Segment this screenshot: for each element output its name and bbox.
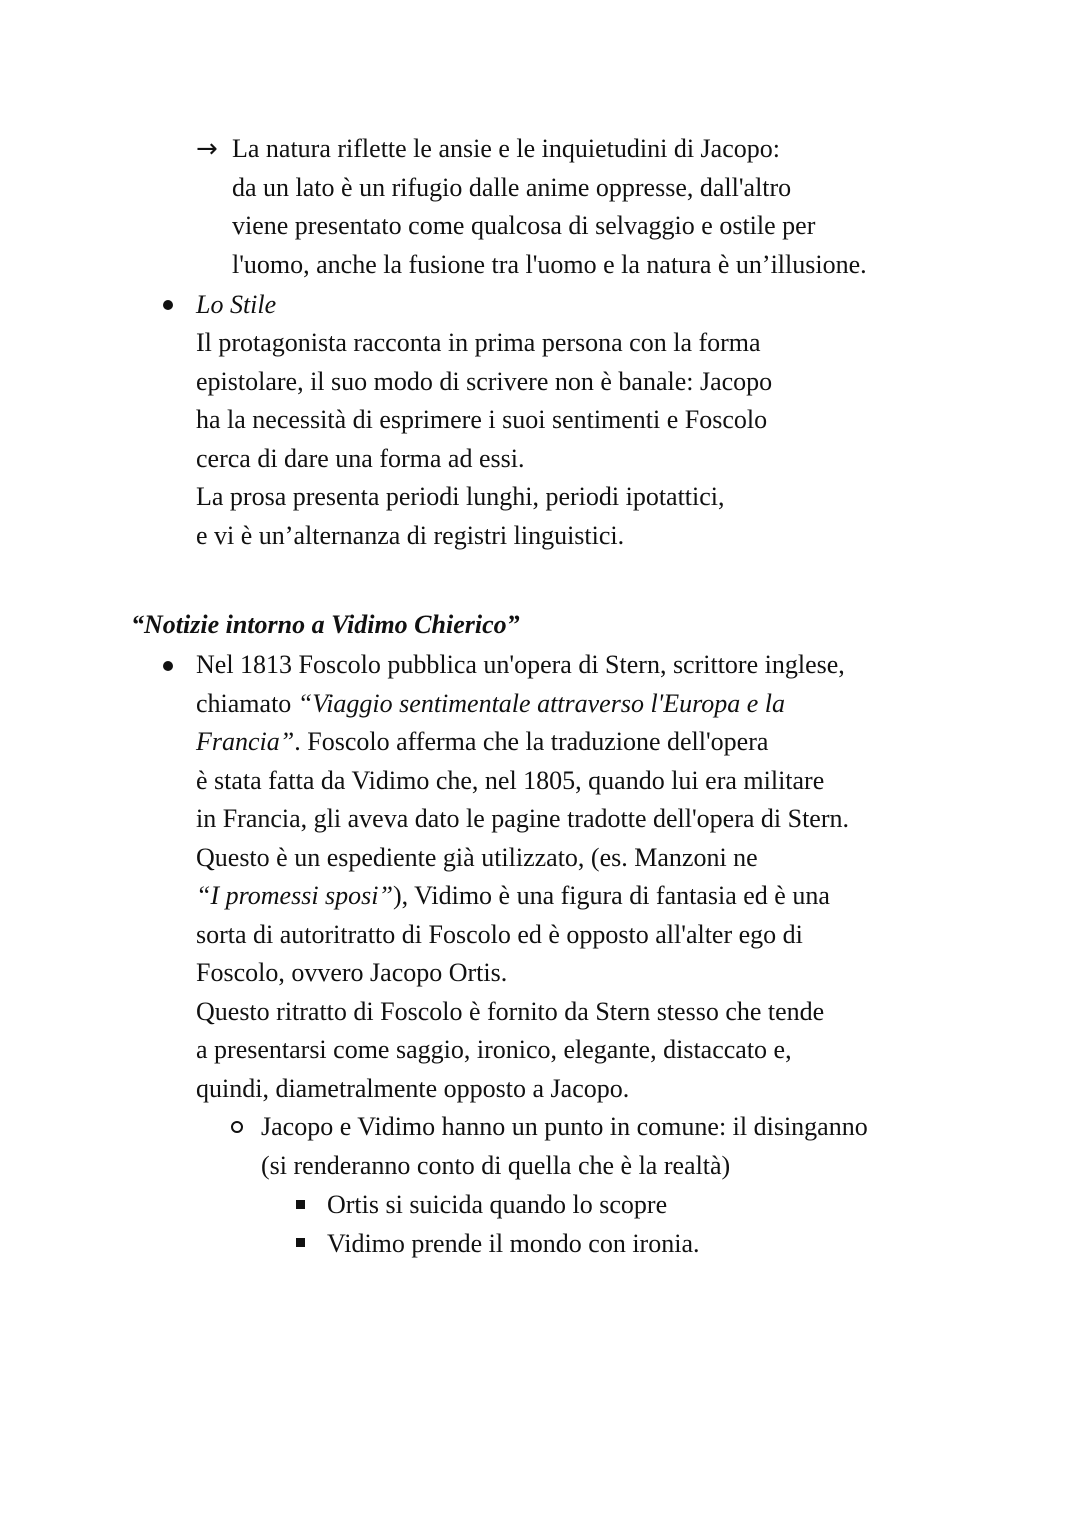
book-title: “I promessi sposi” [196, 881, 393, 910]
nature-line: La natura riflette le ansie e le inquietudini di Jacopo: [232, 134, 780, 163]
book-title: “Viaggio sentimentale attraverso l'Europa e la [297, 688, 786, 718]
text-run: chiamato [196, 688, 298, 718]
vidimo-line: Questo è un espediente già utilizzato, (es. Manzoni ne [196, 842, 758, 872]
vidimo-line: Questo ritratto di Foscolo è fornito da Stern stesso che tende [196, 996, 825, 1026]
common-line: Jacopo e Vidimo hanno un punto in comune: il disinganno [261, 1112, 868, 1141]
outcomes-list [327, 1186, 699, 1263]
vidimo-line: è stata fatta da Vidimo che, nel 1805, quando lui era militare [196, 765, 825, 795]
vidimo-line [196, 685, 849, 724]
section-title: “Notizie intorno a Vidimo Chierico” [131, 610, 520, 639]
vidimo-line: sorta di autoritratto di Foscolo ed è opposto all'alter ego di [196, 919, 803, 949]
nature-line: viene presentato come qualcosa di selvaggio e ostile per [232, 211, 816, 240]
stile-line: epistolare, il suo modo di scrivere non è banale: Jacopo [196, 366, 773, 396]
square-bullet-icon [296, 1238, 305, 1247]
stile-heading: Lo Stile [196, 290, 277, 319]
square-bullet-icon [296, 1200, 305, 1209]
common-line: (si renderanno conto di quella che è la realtà) [261, 1150, 731, 1180]
list-item: Vidimo prende il mondo con ironia. [327, 1228, 700, 1258]
stile-line: cerca di dare una forma ad essi. [196, 443, 525, 473]
vidimo-line: in Francia, gli aveva dato le pagine tradotte dell'opera di Stern. [196, 804, 850, 833]
right-arrow-icon: → [196, 134, 218, 164]
vidimo-paragraph [196, 646, 849, 1108]
vidimo-line: Nel 1813 Foscolo pubblica un'opera di Stern, scrittore inglese, [196, 650, 845, 679]
vidimo-line: a presentarsi come saggio, ironico, elegante, distaccato e, [196, 1035, 792, 1064]
vidimo-line [196, 877, 849, 916]
stile-line: Il protagonista racconta in prima persona con la forma [196, 328, 761, 357]
stile-line: ha la necessità di esprimere i suoi sentimenti e Foscolo [196, 405, 768, 434]
vidimo-line: quindi, diametralmente opposto a Jacopo. [196, 1073, 630, 1103]
nature-paragraph [232, 130, 867, 284]
nature-line: da un lato è un rifugio dalle anime oppresse, dall'altro [232, 172, 792, 202]
nature-line: l'uomo, anche la fusione tra l'uomo e la natura è un’illusione. [232, 249, 867, 279]
bullet-dot-icon [163, 661, 173, 671]
stile-line: e vi è un’alternanza di registri linguistici. [196, 520, 625, 550]
vidimo-line [196, 723, 849, 762]
stile-line: La prosa presenta periodi lunghi, periodi ipotattici, [196, 482, 725, 511]
stile-paragraph [196, 324, 772, 555]
list-item: Ortis si suicida quando lo scopre [327, 1190, 668, 1219]
common-point-paragraph [261, 1108, 868, 1185]
text-run: . Foscolo afferma che la traduzione dell'opera [294, 727, 769, 756]
text-run: ), Vidimo è una figura di fantasia ed è una [392, 881, 830, 910]
circle-bullet-icon [231, 1121, 243, 1133]
vidimo-line: Foscolo, ovvero Jacopo Ortis. [196, 958, 508, 987]
bullet-dot-icon [163, 300, 173, 310]
book-title: Francia” [196, 727, 295, 756]
